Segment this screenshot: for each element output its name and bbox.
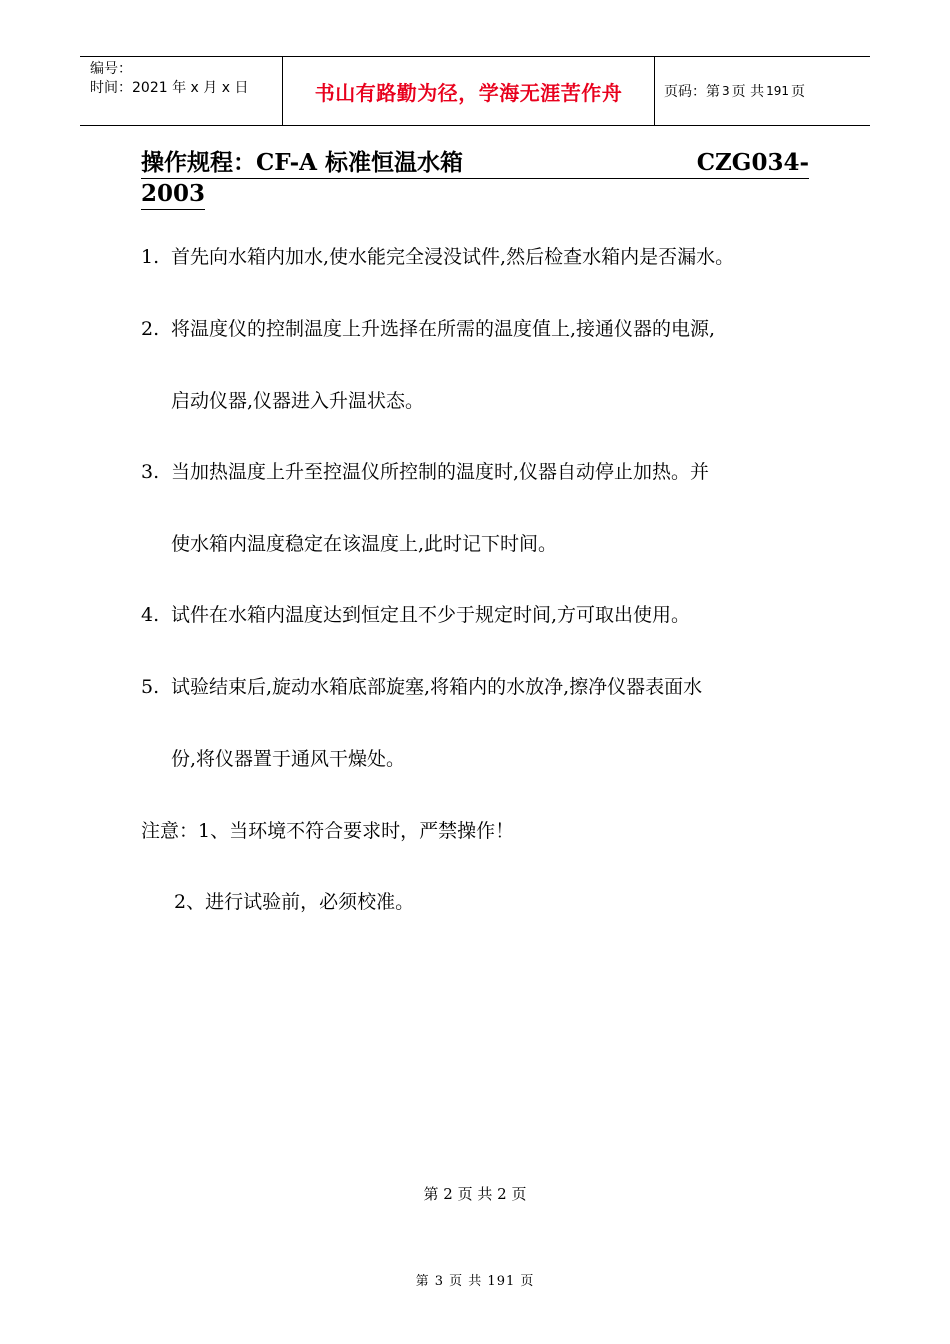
- step-number: 4.: [141, 604, 160, 626]
- step-5-continued: 份,将仪器置于通风干燥处。: [171, 748, 406, 770]
- step-number: 1.: [141, 246, 160, 268]
- inner-page-footer: 第 2 页 共 2 页: [423, 1185, 527, 1203]
- outer-page-footer: 第 3 页 共 191 页: [415, 1274, 535, 1289]
- title-code: CZG034-: [696, 149, 809, 176]
- page-total: 191: [766, 84, 789, 98]
- note-2: 2、进行试验前，必须校准。: [174, 891, 415, 913]
- header-motto-cell: [282, 57, 655, 125]
- step-1: [141, 245, 734, 269]
- step-4: [141, 603, 690, 627]
- step-3-continued: 使水箱内温度稳定在该温度上,此时记下时间。: [171, 533, 558, 555]
- step-text: 当加热温度上升至控温仪所控制的温度时,仪器自动停止加热。并: [171, 461, 710, 483]
- step-number: 2.: [141, 318, 160, 340]
- page-current: 3: [722, 84, 730, 98]
- note-1: 注意：1、当环境不符合要求时，严禁操作！: [141, 820, 515, 842]
- page-title: [141, 148, 809, 210]
- step-3: [141, 460, 709, 484]
- page-mid: 页 共: [731, 84, 765, 100]
- step-2-continued: 启动仪器,仪器进入升温状态。: [171, 390, 425, 412]
- title-main: 操作规程：CF-A 标准恒温水箱: [141, 149, 463, 176]
- step-text: 试验结束后,旋动水箱底部旋塞,将箱内的水放净,擦净仪器表面水: [171, 676, 703, 698]
- step-number: 5.: [141, 676, 160, 698]
- step-text: 试件在水箱内温度达到恒定且不少于规定时间,方可取出使用。: [171, 604, 691, 626]
- page-prefix: 页码：第: [664, 84, 720, 100]
- page-suffix: 页: [791, 84, 805, 100]
- step-text: 首先向水箱内加水,使水能完全浸没试件,然后检查水箱内是否漏水。: [171, 246, 735, 268]
- header-meta: [80, 57, 282, 125]
- step-2: [141, 317, 715, 341]
- step-5: [141, 675, 702, 699]
- motto-text: 书山有路勤为径，学海无涯苦作舟: [314, 80, 623, 105]
- step-number: 3.: [141, 461, 160, 483]
- header-page-info: [655, 57, 870, 125]
- step-text: 将温度仪的控制温度上升选择在所需的温度值上,接通仪器的电源,: [171, 318, 716, 340]
- time-label: 时间：2021 年 x 月 x 日: [90, 80, 249, 96]
- title-code-year: 2003: [141, 179, 205, 210]
- document-header: [80, 56, 870, 126]
- number-label: 编号：: [90, 61, 132, 77]
